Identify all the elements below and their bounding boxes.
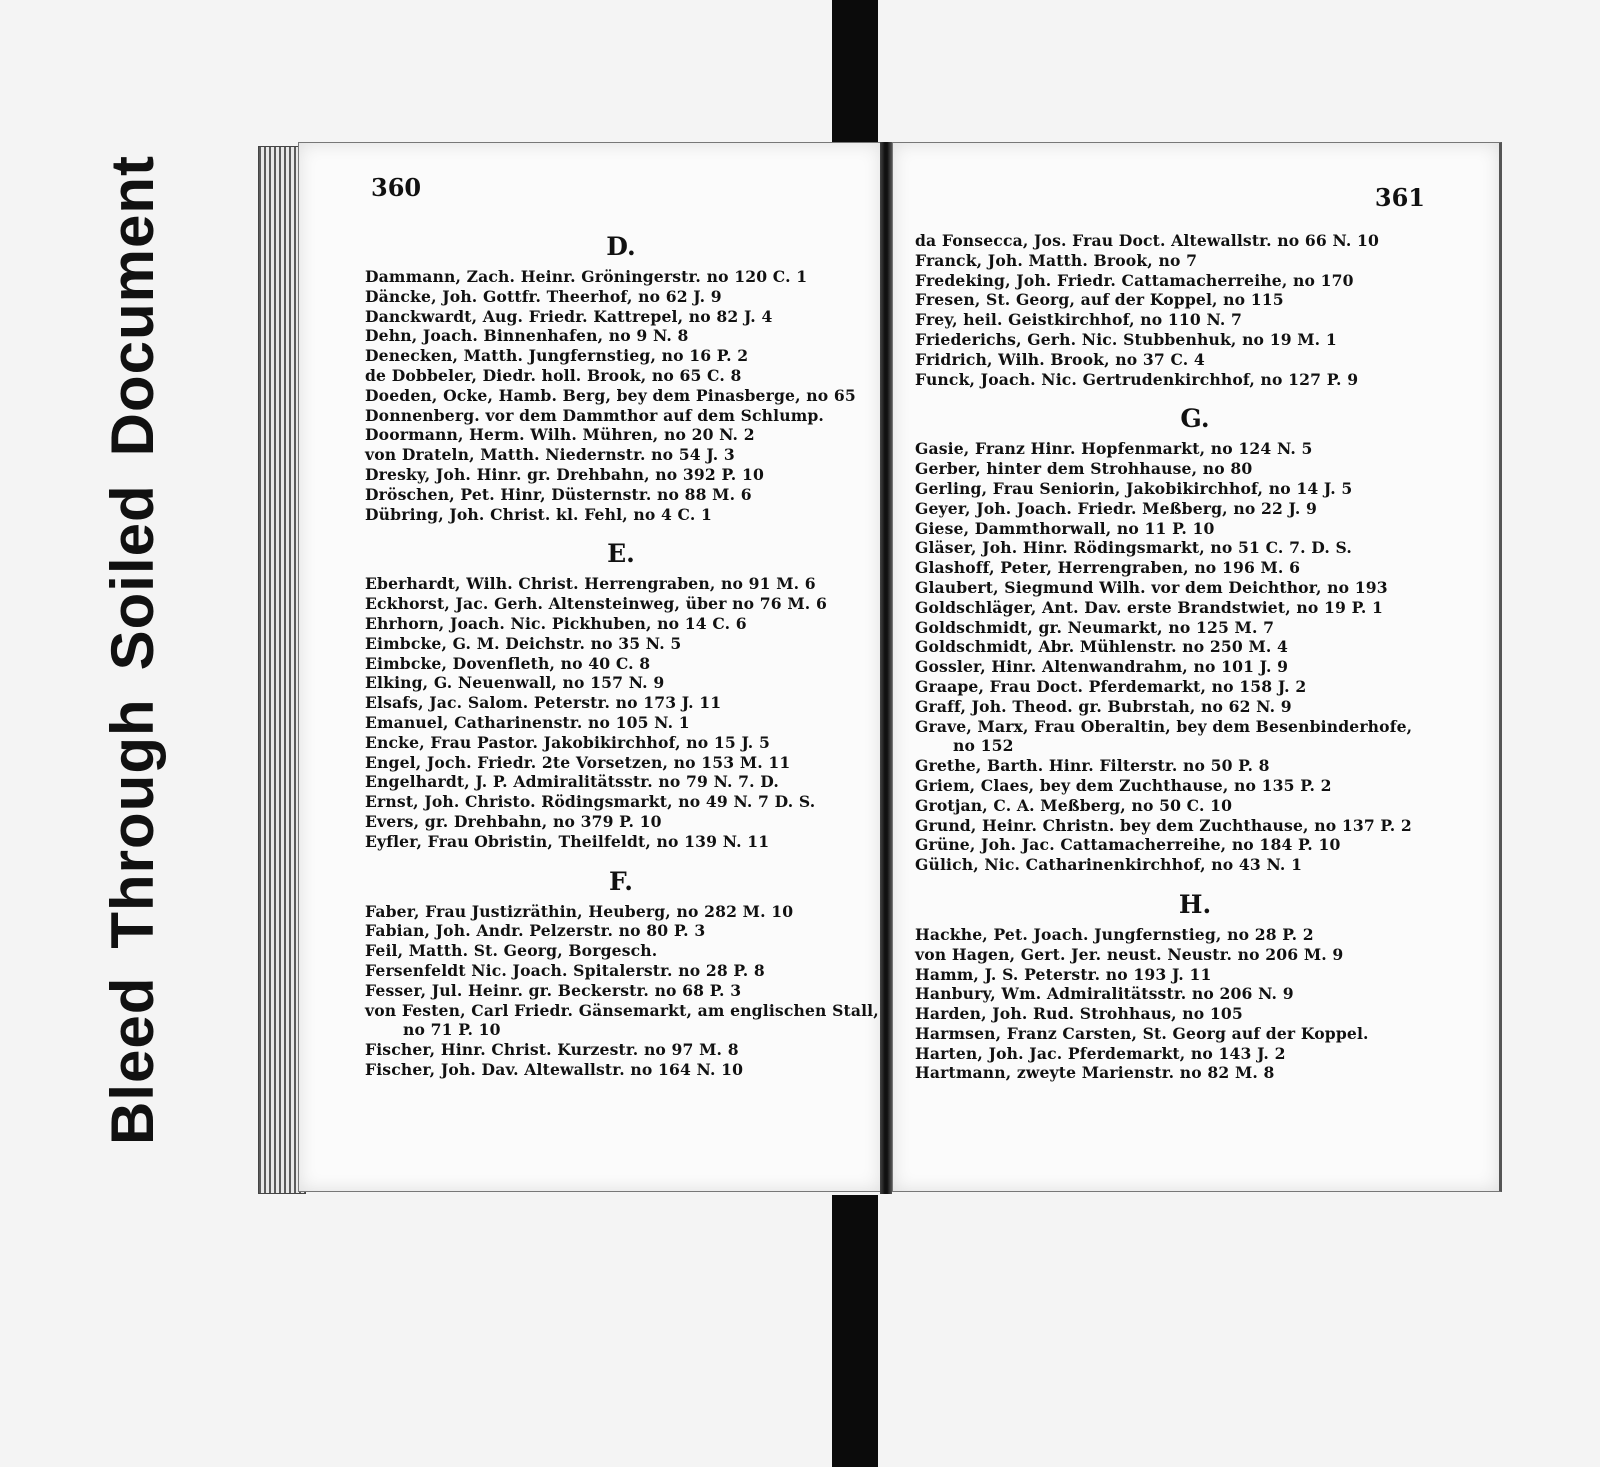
directory-entry: Grave, Marx, Frau Oberaltin, bey dem Besenbinderhofe, — [915, 716, 1413, 736]
directory-entry: Fridrich, Wilh. Brook, no 37 C. 4 — [915, 349, 1205, 369]
directory-entry: da Fonsecca, Jos. Frau Doct. Altewallstr. no 66 N. 10 — [915, 231, 1380, 250]
directory-entry: Glaubert, Siegmund Wilh. vor dem Deichthor, no 193 — [915, 577, 1388, 597]
binding-strap-top — [832, 0, 878, 157]
side-label-word: Through — [99, 698, 166, 949]
directory-entry: no 152 — [953, 736, 1014, 756]
directory-entry: Fesser, Jul. Heinr. gr. Beckerstr. no 68 P. 3 — [365, 980, 742, 1000]
directory-entry: Evers, gr. Drehbahn, no 379 P. 10 — [365, 811, 662, 831]
directory-entry: Gerber, hinter dem Strohhause, no 80 — [915, 459, 1253, 479]
directory-entry: Hamm, J. S. Peterstr. no 193 J. 11 — [915, 964, 1212, 984]
section-heading: D. — [606, 232, 636, 261]
section-heading: G. — [1180, 404, 1210, 434]
directory-entry: Emanuel, Catharinenstr. no 105 N. 1 — [365, 712, 690, 732]
directory-entry: Doeden, Ocke, Hamb. Berg, bey dem Pinasberge, no 65 — [365, 385, 856, 405]
directory-entry: Gasie, Franz Hinr. Hopfenmarkt, no 124 N. 5 — [915, 439, 1313, 459]
directory-entry: Engelhardt, J. P. Admiralitätsstr. no 79 N. 7. D. — [365, 772, 779, 792]
directory-entry: Graff, Joh. Theod. gr. Bubrstah, no 62 N. 9 — [915, 696, 1292, 716]
directory-entry: Fabian, Joh. Andr. Pelzerstr. no 80 P. 3 — [365, 921, 706, 941]
directory-entry: Ernst, Joh. Christo. Rödingsmarkt, no 49 N. 7 D. S. — [365, 792, 816, 812]
left-page — [298, 142, 882, 1192]
directory-entry: Dammann, Zach. Heinr. Gröningerstr. no 120 C. 1 — [365, 267, 808, 286]
book-gutter — [880, 142, 892, 1194]
right-page — [892, 142, 1502, 1192]
open-book — [258, 142, 1498, 1194]
directory-entry: Friederichs, Gerh. Nic. Stubbenhuk, no 19 M. 1 — [915, 329, 1337, 349]
directory-entry: Graape, Frau Doct. Pferdemarkt, no 158 J. 2 — [915, 676, 1307, 696]
directory-entry: Eyfler, Frau Obristin, Theilfeldt, no 139 N. 11 — [365, 831, 770, 851]
directory-entry: Ehrhorn, Joach. Nic. Pickhuben, no 14 C. 6 — [365, 613, 747, 633]
section-gap — [915, 1083, 1475, 1093]
directory-entry: Fersenfeldt Nic. Joach. Spitalerstr. no 28 P. 8 — [365, 960, 765, 980]
directory-entry: Eckhorst, Jac. Gerh. Altensteinweg, über no 76 M. 6 — [365, 594, 827, 614]
directory-entry: Encke, Frau Pastor. Jakobikirchhof, no 15 J. 5 — [365, 732, 770, 752]
section-heading: E. — [607, 539, 635, 569]
directory-entry: Harten, Joh. Jac. Pferdemarkt, no 143 J. 2 — [915, 1043, 1286, 1063]
side-label-word: Soiled — [99, 484, 166, 671]
left-column — [365, 227, 877, 1090]
directory-entry: Eberhardt, Wilh. Christ. Herrengraben, no 91 M. 6 — [365, 574, 816, 594]
directory-entry: Dröschen, Pet. Hinr, Düsternstr. no 88 M. 6 — [365, 484, 752, 504]
directory-entry: Elking, G. Neuenwall, no 157 N. 9 — [365, 673, 665, 693]
directory-entry: Griem, Claes, bey dem Zuchthause, no 135 P. 2 — [915, 775, 1332, 795]
directory-entry: Dresky, Joh. Hinr. gr. Drehbahn, no 392 P. 10 — [365, 464, 764, 484]
directory-entry: Hartmann, zweyte Marienstr. no 82 M. 8 — [915, 1063, 1275, 1083]
directory-entry: Denecken, Matth. Jungfernstieg, no 16 P. 2 — [365, 346, 749, 366]
side-label — [98, 155, 167, 1145]
directory-entry: Donnenberg. vor dem Dammthor auf dem Schlump. — [365, 405, 824, 425]
directory-entry: von Drateln, Matth. Niedernstr. no 54 J. 3 — [365, 445, 735, 465]
directory-entry: Dübring, Joh. Christ. kl. Fehl, no 4 C. 1 — [365, 504, 712, 524]
directory-entry: Feil, Matth. St. Georg, Borgesch. — [365, 941, 658, 961]
directory-entry: Hanbury, Wm. Admiralitätsstr. no 206 N. 9 — [915, 984, 1294, 1004]
section-gap — [915, 875, 1475, 885]
directory-entry: Hackhe, Pet. Joach. Jungfernstieg, no 28 P. 2 — [915, 924, 1314, 944]
side-label-word: Document — [99, 155, 166, 457]
directory-entry: Eimbcke, Dovenfleth, no 40 C. 8 — [365, 653, 651, 673]
section-gap — [915, 389, 1475, 399]
directory-entry: Grotjan, C. A. Meßberg, no 50 C. 10 — [915, 795, 1233, 815]
directory-entry: von Festen, Carl Friedr. Gänsemarkt, am englischen Stall, — [365, 1000, 879, 1020]
page-number: 360 — [371, 173, 422, 202]
binding-strap-bottom — [832, 1195, 878, 1467]
directory-entry: Glashoff, Peter, Herrengraben, no 196 M. 6 — [915, 558, 1301, 578]
directory-entry: Frey, heil. Geistkirchhof, no 110 N. 7 — [915, 310, 1243, 330]
page-number: 361 — [1374, 183, 1425, 212]
directory-entry: Engel, Joch. Friedr. 2te Vorsetzen, no 153 M. 11 — [365, 752, 791, 772]
directory-entry: Goldschmidt, gr. Neumarkt, no 125 M. 7 — [915, 617, 1275, 637]
directory-entry: Fresen, St. Georg, auf der Koppel, no 115 — [915, 290, 1284, 310]
directory-entry: Gläser, Joh. Hinr. Rödingsmarkt, no 51 C. 7. D. S. — [915, 538, 1352, 558]
directory-entry: Grüne, Joh. Jac. Cattamacherreihe, no 184 P. 10 — [915, 835, 1341, 855]
section-gap — [365, 524, 877, 534]
directory-entry: Goldschmidt, Abr. Mühlenstr. no 250 M. 4 — [915, 637, 1289, 657]
directory-entry: Faber, Frau Justizräthin, Heuberg, no 282 M. 10 — [365, 901, 794, 921]
directory-entry: Eimbcke, G. M. Deichstr. no 35 N. 5 — [365, 633, 682, 653]
directory-entry: Harmsen, Franz Carsten, St. Georg auf der Koppel. — [915, 1023, 1369, 1043]
directory-entry: Fischer, Joh. Dav. Altewallstr. no 164 N. 10 — [365, 1059, 744, 1079]
directory-entry: Harden, Joh. Rud. Strohhaus, no 105 — [915, 1004, 1243, 1024]
directory-entry: Däncke, Joh. Gottfr. Theerhof, no 62 J. 9 — [365, 286, 722, 306]
directory-entry: Doormann, Herm. Wilh. Mühren, no 20 N. 2 — [365, 425, 755, 445]
directory-entry: Dehn, Joach. Binnenhafen, no 9 N. 8 — [365, 326, 689, 346]
directory-entry: Danckwardt, Aug. Friedr. Kattrepel, no 82 J. 4 — [365, 306, 773, 326]
directory-entry: Goldschläger, Ant. Dav. erste Brandstwiet, no 19 P. 1 — [915, 597, 1384, 617]
directory-entry: Gerling, Frau Seniorin, Jakobikirchhof, no 14 J. 5 — [915, 478, 1353, 498]
directory-entry: Fredeking, Joh. Friedr. Cattamacherreihe, no 170 — [915, 270, 1354, 290]
directory-entry: Geyer, Joh. Joach. Friedr. Meßberg, no 22 J. 9 — [915, 498, 1318, 518]
directory-entry: Grethe, Barth. Hinr. Filterstr. no 50 P. 8 — [915, 756, 1270, 776]
directory-entry: Giese, Dammthorwall, no 11 P. 10 — [915, 518, 1215, 538]
directory-entry: Gossler, Hinr. Altenwandrahm, no 101 J. 9 — [915, 657, 1289, 677]
directory-entry: Fischer, Hinr. Christ. Kurzestr. no 97 M. 8 — [365, 1040, 739, 1060]
section-heading: H. — [1178, 889, 1212, 919]
directory-entry: Elsafs, Jac. Salom. Peterstr. no 173 J. 11 — [365, 693, 722, 713]
right-column — [915, 231, 1475, 1093]
directory-entry: no 71 P. 10 — [403, 1020, 501, 1040]
side-label-word: Bleed — [99, 976, 166, 1145]
directory-entry: de Dobbeler, Diedr. holl. Brook, no 65 C. 8 — [365, 365, 742, 385]
directory-entry: Grund, Heinr. Christn. bey dem Zuchthause, no 137 P. 2 — [915, 815, 1412, 835]
directory-entry: Franck, Joh. Matth. Brook, no 7 — [915, 250, 1198, 270]
section-gap — [365, 1080, 877, 1090]
section-gap — [365, 852, 877, 862]
directory-entry: von Hagen, Gert. Jer. neust. Neustr. no 206 M. 9 — [915, 944, 1344, 964]
directory-entry: Funck, Joach. Nic. Gertrudenkirchhof, no 127 P. 9 — [915, 369, 1359, 389]
directory-entry: Gülich, Nic. Catharinenkirchhof, no 43 N. 1 — [915, 855, 1303, 875]
section-heading: F. — [609, 866, 633, 896]
